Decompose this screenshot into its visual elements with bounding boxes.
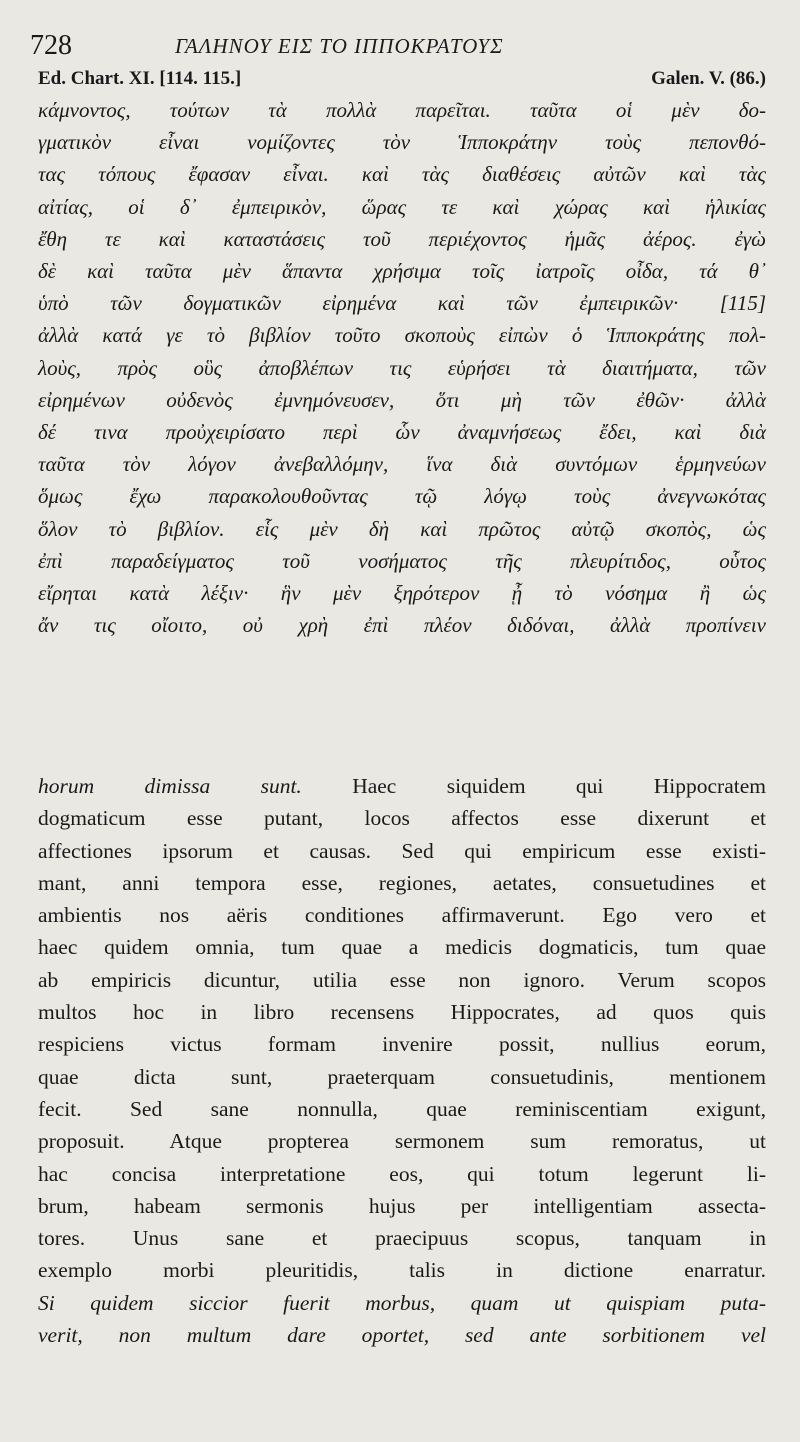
greek-line: ὅμως ἔχω παρακολουθοῦντας τῷ λόγῳ τοὺς ἀνεγνωκότας <box>38 484 766 509</box>
greek-line: εἰρημένων οὐδενὸς ἐμνημόνευσεν, ὅτι μὴ τῶν ἐθῶν· ἀλλὰ <box>38 387 766 412</box>
latin-line: mant, anni tempora esse, regiones, aetates, consuetudines et <box>38 870 766 895</box>
latin-line: fecit. Sed sane nonnulla, quae reminiscentiam exigunt, <box>38 1096 766 1121</box>
greek-line: ὑπὸ τῶν δογματικῶν εἰρημένα καὶ τῶν ἐμπειρικῶν· [115] <box>38 291 766 316</box>
latin-line: affectiones ipsorum et causas. Sed qui empiricum esse existi- <box>38 838 766 863</box>
latin-line: proposuit. Atque propterea sermonem sum remoratus, ut <box>38 1129 766 1154</box>
greek-line: αἰτίας, οἱ δ᾽ ἐμπειρικὸν, ὥρας τε καὶ χώρας καὶ ἡλικίας <box>38 194 766 219</box>
edition-chartier-ref: Ed. Chart. XI. [114. 115.] <box>38 68 242 89</box>
latin-line: multos hoc in libro recensens Hippocrates, ad quos quis <box>38 1000 766 1025</box>
greek-line: δέ τινα προὐχειρίσατο περὶ ὧν ἀναμνήσεως ἔδει, καὶ διὰ <box>38 420 766 445</box>
latin-line: hac concisa interpretatione eos, qui totum legerunt li- <box>38 1161 766 1186</box>
greek-line: κάμνοντος, τούτων τὰ πολλὰ παρεῖται. ταῦτα οἱ μὲν δο- <box>38 98 766 122</box>
latin-italic-line: verit, non multum dare oportet, sed ante sorbitionem vel <box>38 1323 766 1348</box>
latin-line: ab empiricis dicuntur, utilia esse non ignoro. Verum scopos <box>38 967 766 992</box>
latin-fragment: Haec siquidem qui Hippocratem <box>352 774 766 798</box>
greek-line: ταῦτα τὸν λόγον ἀνεβαλλόμην, ἵνα διὰ συντόμων ἑρμηνεύων <box>38 452 766 477</box>
running-title: ΓΑΛΗΝΟΥ ΕΙΣ ΤΟ ΙΠΠΟΚΡΑΤΟΥΣ <box>175 34 504 58</box>
latin-line: ambientis nos aëris conditiones affirmaverunt. Ego vero et <box>38 903 766 928</box>
latin-italic-line: Si quidem siccior fuerit morbus, quam ut quispiam puta- <box>38 1290 766 1315</box>
greek-line: ἄν τις οἴοιτο, οὐ χρὴ ἐπὶ πλέον διδόναι, ἀλλὰ προπίνειν <box>38 613 766 638</box>
greek-line: ἀλλὰ κατά γε τὸ βιβλίον τοῦτο σκοποὺς εἰπὼν ὁ Ἱπποκράτης πολ- <box>38 323 766 348</box>
latin-line: tores. Unus sane et praecipuus scopus, tanquam in <box>38 1226 766 1251</box>
greek-line: ἐπὶ παραδείγματος τοῦ νοσήματος τῆς πλευρίτιδος, οὗτος <box>38 548 766 573</box>
latin-text-block <box>38 770 766 1351</box>
greek-line: δὲ καὶ ταῦτα μὲν ἅπαντα χρήσιμα τοῖς ἰατροῖς οἶδα, τά θ᾽ <box>38 259 766 284</box>
greek-line: ἔθη τε καὶ καταστάσεις τοῦ περιέχοντος ἡμᾶς ἀέρος. ἐγὼ <box>38 226 766 251</box>
latin-line: brum, habeam sermonis hujus per intelligentiam assecta- <box>38 1193 766 1218</box>
latin-line <box>38 770 766 802</box>
page-header <box>30 30 770 62</box>
page-number: 728 <box>30 30 72 61</box>
greek-line: τας τόπους ἔφασαν εἶναι. καὶ τὰς διαθέσεις αὐτῶν καὶ τὰς <box>38 162 766 187</box>
greek-line: εἴρηται κατὰ λέξιν· ἣν μὲν ξηρότερον ᾖ τὸ νόσημα ἢ ὡς <box>38 581 766 606</box>
greek-line: γματικὸν εἶναι νομίζοντες τὸν Ἱπποκράτην τοὺς πεπονθό- <box>38 130 766 155</box>
latin-line: dogmaticum esse putant, locos affectos esse dixerunt et <box>38 806 766 831</box>
latin-line: quae dicta sunt, praeterquam consuetudinis, mentionem <box>38 1064 766 1089</box>
latin-line: haec quidem omnia, tum quae a medicis dogmaticis, tum quae <box>38 935 766 960</box>
greek-text-block <box>38 94 766 641</box>
latin-italic-fragment: horum dimissa sunt. <box>38 774 302 798</box>
edition-reference-line <box>38 68 766 94</box>
latin-line: respiciens victus formam invenire possit, nullius eorum, <box>38 1032 766 1057</box>
edition-galen-ref: Galen. V. (86.) <box>651 68 766 89</box>
greek-line: ὅλον τὸ βιβλίον. εἷς μὲν δὴ καὶ πρῶτος αὐτῷ σκοπὸς, ὡς <box>38 516 766 541</box>
greek-line: λοὺς, πρὸς οὓς ἀποβλέπων τις εὑρήσει τὰ διαιτήματα, τῶν <box>38 355 766 380</box>
latin-line: exemplo morbi pleuritidis, talis in dictione enarratur. <box>38 1258 766 1283</box>
